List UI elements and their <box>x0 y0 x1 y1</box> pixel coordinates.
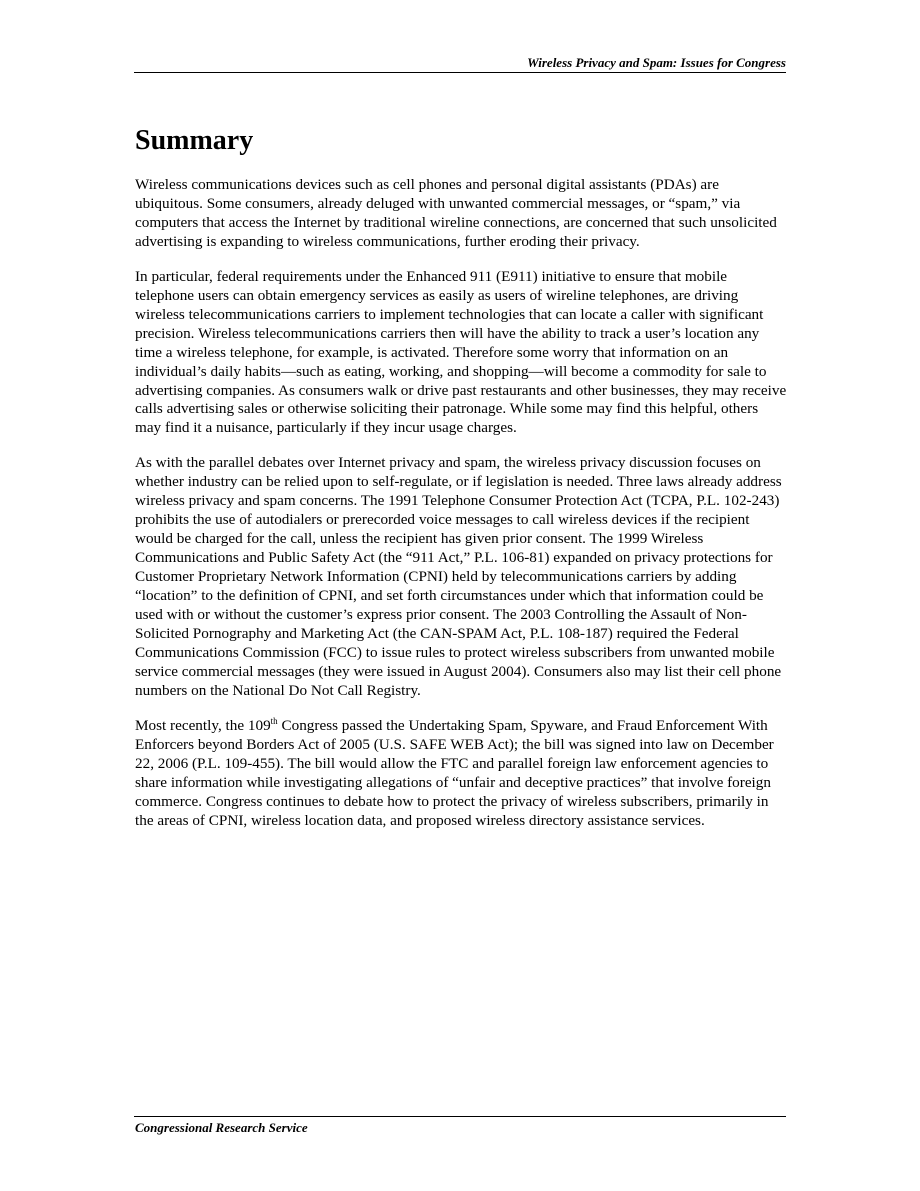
page-title: Summary <box>135 125 254 156</box>
footer-rule <box>134 1116 786 1117</box>
header-rule <box>134 72 786 73</box>
paragraph-4-lead: Most recently, the 109 <box>135 716 271 734</box>
ordinal-superscript: th <box>270 715 278 726</box>
running-header-title: Wireless Privacy and Spam: Issues for Congress <box>527 55 786 70</box>
paragraph-1: Wireless communications devices such as cell phones and personal digital assistants (PDAs) are ubiquitous. Some consumers, already deluged with unwanted commercial messages, or “spam,” via computers that access the Internet by traditional wireline connections, are concerned that such unsolicited advertising is expanding to wireless communications, further eroding their privacy. <box>135 176 777 250</box>
paragraph-4 <box>135 717 787 831</box>
paragraph-4-rest: Congress passed the Undertaking Spam, Spyware, and Fraud Enforcement With Enforcers beyond Borders Act of 2005 (U.S. SAFE WEB Act); the bill was signed into law on December 22, 2006 (P.L. 109-455). The bill would allow the FTC and parallel foreign law enforcement agencies to share information while investigating allegations of “unfair and deceptive practices” that involve foreign commerce. Congress continues to debate how to protect the privacy of wireless subscribers, primarily in the areas of CPNI, wireless location data, and proposed wireless directory assistance services. <box>135 716 774 829</box>
paragraph-2: In particular, federal requirements under the Enhanced 911 (E911) initiative to ensure that mobile telephone users can obtain emergency services as easily as users of wireline telephones, are driving wireless telecommunications carriers to implement technologies that can locate a caller with significant precision. Wireless telecommunications carriers then will have the ability to track a user’s location any time a wireless telephone, for example, is activated. Therefore some worry that information on an individual’s daily habits—such as eating, working, and shopping—will become a commodity for sale to advertising companies. As consumers walk or drive past restaurants and other businesses, they may receive calls advertising sales or otherwise soliciting their patronage. While some may find this helpful, others may find it a nuisance, particularly if they incur usage charges. <box>135 267 787 437</box>
paragraph-3: As with the parallel debates over Internet privacy and spam, the wireless privacy discussion focuses on whether industry can be relied upon to self-regulate, or if legislation is needed. Three laws already address wireless privacy and spam concerns. The 1991 Telephone Consumer Protection Act (TCPA, P.L. 102-243) prohibits the use of autodialers or prerecorded voice messages to call wireless devices if the recipient would be charged for the call, unless the recipient has given prior consent. The 1999 Wireless Communications and Public Safety Act (the “911 Act,” P.L. 106-81) expanded on privacy protections for Customer Proprietary Network Information (CPNI) held by telecommunications carriers by adding “location” to the definition of CPNI, and set forth circumstances under which that information could be used with or without the customer’s express prior consent. The 2003 Controlling the Assault of Non-Solicited Pornography and Marketing Act (the CAN-SPAM Act, P.L. 108-187) required the Federal Communications Commission (FCC) to issue rules to protect wireless subscribers from unwanted mobile service commercial messages (they were issued in August 2004). Consumers also may list their cell phone numbers on the National Do Not Call Registry. <box>135 454 782 699</box>
summary-body <box>135 176 787 847</box>
running-footer-organization: Congressional Research Service <box>135 1120 308 1135</box>
